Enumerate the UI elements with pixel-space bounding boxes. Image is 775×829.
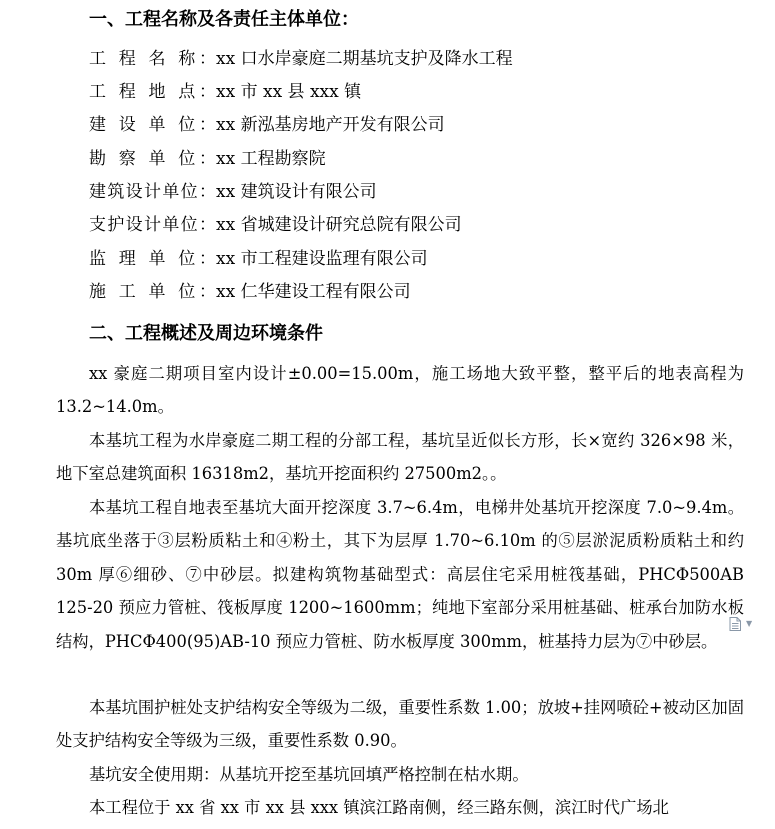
info-value: xx 建筑设计有限公司 — [216, 182, 377, 202]
info-label: 支护设计单位： — [89, 215, 216, 235]
info-label: 工 程 地 点： — [89, 82, 216, 102]
paragraph-excavation-depth: 本基坑工程自地表至基坑大面开挖深度 3.7~6.4m，电梯井处基坑开挖深度 7.0~9.4m。基坑底坐落于③层粉质粘土和④粉土，其下为层厚 1.70~6.10m 的⑤层淤泥质粉质粘土和约 30m 厚⑥细砂、⑦中砂层。拟建构筑物基础型式：高层住宅采用桩筏基础，PHCΦ500AB 125-20 预应力管桩、筏板厚度 1200~1600mm；纯地下室部分采用桩基础、桩承台加防水板结构，PHCΦ400(95)AB-10 预应力管桩、防水板厚度 300mm，桩基持力层为⑦中砂层。 — [56, 498, 744, 651]
section-heading-1: 一、工程名称及各责任主体单位： — [89, 9, 359, 30]
info-label: 建 设 单 位： — [89, 115, 216, 135]
paragraph-safety-grade: 本基坑围护桩处支护结构安全等级为二级，重要性系数 1.00；放坡+挂网喷砼+被动区加固处支护结构安全等级为三级，重要性系数 0.90。 — [56, 698, 744, 751]
paragraph-pit-area: 本基坑工程为水岸豪庭二期工程的分部工程，基坑呈近似长方形，长×宽约 326×98 米，地下室总建筑面积 16318m2，基坑开挖面积约 27500m2。。 — [56, 431, 744, 484]
info-value: xx 工程勘察院 — [216, 149, 326, 169]
chevron-down-icon[interactable]: ▼ — [746, 619, 753, 628]
info-label: 工 程 名 称： — [89, 49, 216, 69]
info-value: xx 市 xx 县 xxx 镇 — [216, 82, 362, 102]
paragraph-service-period: 基坑安全使用期：从基坑开挖至基坑回填严格控制在枯水期。 — [89, 765, 529, 784]
info-row-contractor — [89, 280, 411, 304]
paragraph-location: 本工程位于 xx 省 xx 市 xx 县 xxx 镇滨江路南侧，经三路东侧，滨江时代广场北 — [89, 798, 669, 817]
info-value: xx 口水岸豪庭二期基坑支护及降水工程 — [216, 49, 513, 69]
info-row-project-name — [89, 47, 513, 71]
info-row-client — [89, 113, 445, 137]
paragraph-elevation: xx 豪庭二期项目室内设计±0.00=15.00m，施工场地大致平整，整平后的地表高程为 13.2~14.0m。 — [56, 364, 744, 417]
info-label: 勘 察 单 位： — [89, 149, 216, 169]
info-label: 监 理 单 位： — [89, 249, 216, 269]
info-row-project-location — [89, 80, 361, 104]
section-heading-2: 二、工程概述及周边环境条件 — [89, 323, 323, 344]
document-options-icon[interactable] — [729, 617, 741, 631]
info-value: xx 省城建设计研究总院有限公司 — [216, 215, 462, 235]
info-row-support-design — [89, 213, 462, 237]
info-label: 建筑设计单位： — [89, 182, 216, 202]
info-value: xx 市工程建设监理有限公司 — [216, 249, 428, 269]
info-row-survey — [89, 147, 326, 171]
info-value: xx 仁华建设工程有限公司 — [216, 282, 411, 302]
info-row-supervisor — [89, 247, 428, 271]
info-value: xx 新泓基房地产开发有限公司 — [216, 115, 445, 135]
info-label: 施 工 单 位： — [89, 282, 216, 302]
info-row-architect — [89, 180, 377, 204]
